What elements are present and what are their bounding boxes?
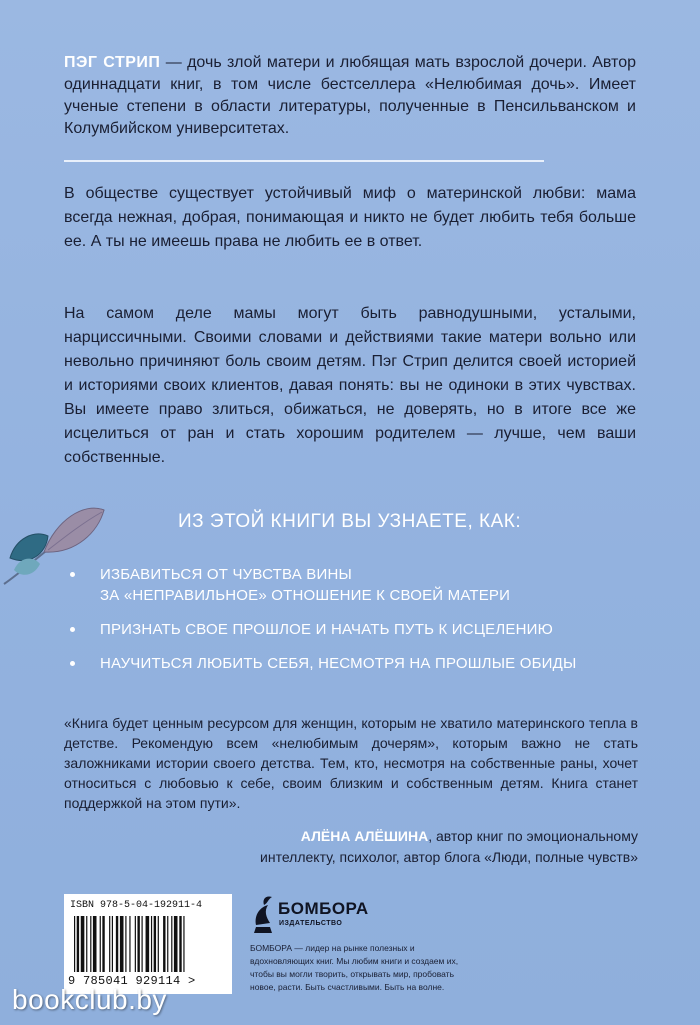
- barcode-digits: 9 785041 929114 >: [68, 974, 196, 988]
- section-divider: [64, 160, 544, 162]
- author-bio: [64, 52, 636, 140]
- publisher-name: БОМБОРА: [278, 899, 369, 918]
- review-author-line2: интеллекту, психолог, автор блога «Люди, полные чувств»: [260, 849, 638, 865]
- barcode-icon: [72, 916, 224, 972]
- bio-text: — дочь злой матери и любящая мать взрослой дочери. Автор одиннадцати книг, в том числе бестселлера «Нелюбимая дочь». Имеет ученые степени в области литературы, полученные в Пенсильванском и Колумбийском университетах.: [64, 54, 636, 137]
- description-paragraph-1: В обществе существует устойчивый миф о материнской любви: мама всегда нежная, добрая, понимающая и никто не будет любить тебя больше ее. А ты не имеешь права не любить ее в ответ.: [64, 185, 636, 250]
- publisher-logo: [250, 893, 390, 937]
- learn-heading: ИЗ ЭТОЙ КНИГИ ВЫ УЗНАЕТЕ, КАК:: [178, 511, 522, 532]
- learn-item-1-line1: ИЗБАВИТЬСЯ ОТ ЧУВСТВА ВИНЫ: [100, 566, 352, 583]
- bullet-dot-icon: [70, 572, 75, 577]
- learn-item-2-line1: ПРИЗНАТЬ СВОЕ ПРОШЛОЕ И НАЧАТЬ ПУТЬ К ИСЦЕЛЕНИЮ: [100, 621, 553, 638]
- learn-item-3-line1: НАУЧИТЬСЯ ЛЮБИТЬ СЕБЯ, НЕСМОТРЯ НА ПРОШЛЫЕ ОБИДЫ: [100, 655, 577, 672]
- bullet-dot-icon: [70, 627, 75, 632]
- barcode-panel: [64, 894, 232, 994]
- isbn-label: ISBN 978-5-04-192911-4: [70, 900, 203, 911]
- bullet-dot-icon: [70, 661, 75, 666]
- learn-list: [70, 564, 650, 687]
- bio-author-name: ПЭГ СТРИП: [64, 54, 161, 71]
- review-author-name: АЛЁНА АЛЁШИНА: [300, 828, 429, 844]
- learn-item-2: [70, 619, 650, 640]
- publisher-bird-icon: [250, 893, 276, 937]
- watermark: bookclub.by: [12, 984, 167, 1015]
- review-author-line1: , автор книг по эмоциональному: [428, 828, 638, 844]
- publisher-subtitle: ИЗДАТЕЛЬСТВО: [279, 920, 343, 927]
- learn-item-1-line2: ЗА «НЕПРАВИЛЬНОЕ» ОТНОШЕНИЕ К СВОЕЙ МАТЕРИ: [100, 587, 511, 604]
- review-quote: «Книга будет ценным ресурсом для женщин, которым не хватило материнского тепла в детстве. Рекомендую всем «нелюбимым дочерям», которым важно не стать заложниками истории своего детства. Тем, кто, несмотря на собственные раны, хочет относиться с любовью к себе, своим близким и собственным детям. Книга станет поддержкой на этом пути».: [64, 715, 638, 811]
- learn-item-1: [70, 564, 650, 606]
- learn-item-3: [70, 653, 650, 674]
- review-author: [120, 826, 638, 868]
- publisher-description: БОМБОРА — лидер на рынке полезных и вдохновляющих книг. Мы любим книги и создаем их, чтобы вы могли творить, открывать мир, пробовать новое, расти. Быть счастливыми. Быть на волне.: [250, 943, 459, 992]
- description-paragraph-2: На самом деле мамы могут быть равнодушными, усталыми, нарциссичными. Своими словами и действиями такие матери вольно или невольно причиняют боль своим детям. Пэг Стрип делится своей историей и историями своих клиентов, давая понять: вы не одиноки в этих чувствах. Вы имеете право злиться, обижаться, не доверять, но в итоге все же исцелиться от ран и стать хорошим родителем — лучше, чем ваши собственные.: [64, 305, 636, 466]
